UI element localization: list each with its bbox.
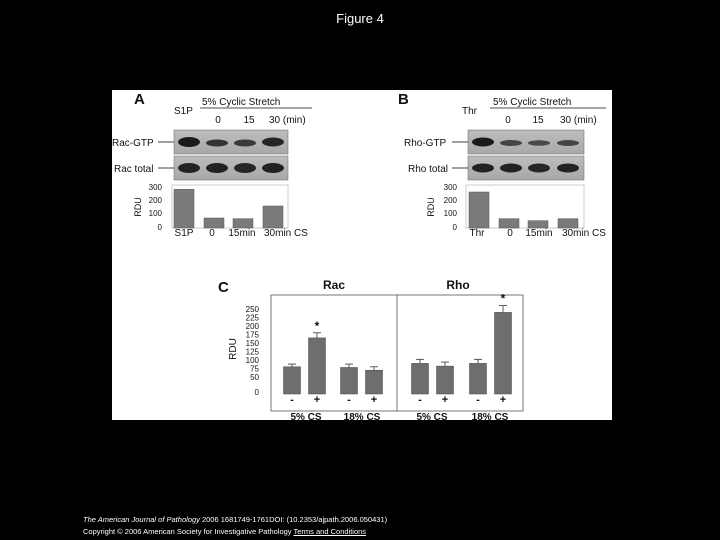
panel-c-bar [495, 312, 512, 394]
panel-a-xlabel: 15min [228, 228, 256, 239]
caption-copyright: Copyright © 2006 American Society for Investigative Pathology [83, 527, 292, 536]
panel-c-bar [366, 370, 383, 394]
panel-a-letter: A [134, 91, 145, 108]
slide-title: Figure 4 [336, 11, 384, 26]
panel-b-stretch-label: 5% Cyclic Stretch [493, 97, 572, 108]
panel-a-time-30: 30 (min) [269, 115, 306, 126]
panel-c-ytick: 0 [254, 388, 259, 397]
panel-a-bar [263, 206, 283, 228]
panel-a-blot-top-label: Rac-GTP [112, 138, 154, 149]
panel-b-ytick: 0 [452, 223, 457, 232]
terms-link[interactable]: Terms and Conditions [293, 527, 367, 536]
caption-journal: The American Journal of Pathology [83, 515, 200, 524]
panel-c-bars [284, 292, 512, 394]
panel-c-group-label: 5% CS [416, 412, 448, 420]
blot-band [206, 163, 228, 173]
figure-svg [112, 90, 612, 420]
panel-b-ylabel: RDU [426, 197, 436, 217]
blot-band [178, 163, 200, 173]
blot-band [557, 164, 579, 173]
panel-a-ytick: 300 [148, 183, 162, 192]
panel-c-sign: - [290, 394, 294, 406]
blot-band [206, 140, 228, 147]
panel-c-bar [341, 367, 358, 394]
panel-a-yticks [149, 183, 163, 232]
blot-band [234, 163, 256, 173]
panel-c-ytick: 150 [245, 339, 259, 348]
panel-a-blot-bottom-label: Rac total [114, 164, 154, 175]
blot-band [557, 140, 579, 146]
panel-c [218, 278, 523, 420]
panel-a-treatment: S1P [174, 106, 193, 117]
caption-citation: 2006 1681749-1761DOI: (10.2353/ajpath.2006.050431) [199, 515, 388, 524]
panel-b-blot-top-label: Rho-GTP [404, 138, 447, 149]
panel-c-signs [290, 394, 506, 406]
panel-b-time-30: 30 (min) [560, 115, 597, 126]
panel-a-time-0: 0 [215, 115, 221, 126]
blot-band [500, 140, 522, 146]
panel-c-title-rho: Rho [446, 278, 470, 292]
panel-c-significance-star: * [500, 291, 506, 306]
panel-a-bar [174, 189, 194, 228]
panel-a-ytick: 200 [148, 196, 162, 205]
panel-b-bar [528, 221, 548, 228]
panel-c-bar [437, 366, 454, 394]
panel-b-bars [469, 192, 578, 228]
panel-b-treatment: Thr [462, 106, 477, 117]
panel-c-bar [470, 363, 487, 394]
caption-copyright-line [83, 526, 387, 538]
panel-a-xlabel: S1P [174, 228, 194, 239]
panel-a-bars [174, 189, 283, 228]
blot-band [234, 140, 256, 147]
panel-c-significance-star: * [314, 318, 320, 333]
panel-b-xlabel: 30min CS [562, 228, 606, 239]
panel-c-ytick: 200 [245, 322, 259, 331]
panel-c-sign: - [418, 394, 422, 406]
panel-c-sign: + [313, 394, 321, 406]
panel-c-ytick: 175 [245, 330, 259, 340]
panel-c-sign: - [347, 394, 351, 406]
panel-b-ytick: 300 [443, 183, 457, 192]
panel-a-bar [233, 219, 253, 228]
panel-a-stretch-label: 5% Cyclic Stretch [202, 97, 281, 108]
panel-c-sign: + [441, 394, 449, 406]
panel-b-time-0: 0 [505, 115, 511, 126]
panel-c-ytick: 125 [245, 347, 259, 357]
blot-band [178, 137, 200, 147]
panel-c-sign: + [370, 394, 378, 406]
panel-c-ytick: 225 [245, 313, 259, 323]
blot-band [500, 164, 522, 173]
panel-b-bar [499, 219, 519, 228]
panel-c-group-label: 18% CS [343, 412, 381, 420]
figure-panel [112, 90, 612, 420]
panel-c-group-label: 18% CS [471, 412, 509, 420]
panel-c-ylabel: RDU [228, 338, 239, 360]
blot-band [472, 164, 494, 173]
panel-b-yticks [444, 183, 458, 232]
panel-b-xlabel: 15min [525, 228, 553, 239]
panel-c-letter: C [218, 279, 229, 296]
panel-c-yticks [246, 305, 260, 397]
panel-a-ytick: 0 [157, 223, 162, 232]
panel-c-ytick: 50 [250, 373, 259, 382]
panel-a-xlabel: 0 [209, 228, 215, 239]
panel-c-ytick: 250 [245, 305, 259, 314]
figure-caption [83, 514, 387, 538]
blot-band [262, 163, 284, 173]
panel-b-blot-bottom-label: Rho total [408, 164, 449, 175]
panel-b-ytick: 200 [443, 196, 457, 205]
panel-c-bar [309, 338, 326, 394]
panel-c-ytick: 100 [245, 356, 259, 365]
panel-a-bar [204, 218, 224, 228]
panel-c-sign: + [499, 394, 507, 406]
panel-a-ylabel: RDU [133, 197, 143, 217]
panel-b-bar [469, 192, 489, 228]
blot-band [262, 138, 284, 147]
panel-c-bar [412, 363, 429, 394]
panel-a-xlabel: 30min CS [264, 228, 308, 239]
panel-c-ytick: 75 [250, 364, 259, 374]
panel-b [398, 91, 606, 239]
panel-b-xlabel: 0 [507, 228, 513, 239]
blot-band [472, 138, 494, 147]
panel-b-time-15: 15 [532, 115, 544, 126]
panel-c-title-rac: Rac [322, 278, 346, 292]
panel-b-xlabel: Thr [469, 228, 485, 239]
panel-b-ytick: 100 [443, 209, 457, 218]
panel-a [112, 91, 312, 239]
panel-a-ytick: 100 [148, 209, 162, 218]
panel-c-sign: - [476, 394, 480, 406]
panel-a-time-15: 15 [243, 115, 255, 126]
panel-c-bar [284, 367, 301, 394]
panel-c-group-label: 5% CS [290, 412, 322, 420]
blot-band [528, 164, 550, 173]
blot-band [528, 140, 550, 146]
caption-citation-line [83, 514, 387, 526]
panel-b-bar [558, 219, 578, 228]
panel-b-letter: B [398, 91, 409, 108]
